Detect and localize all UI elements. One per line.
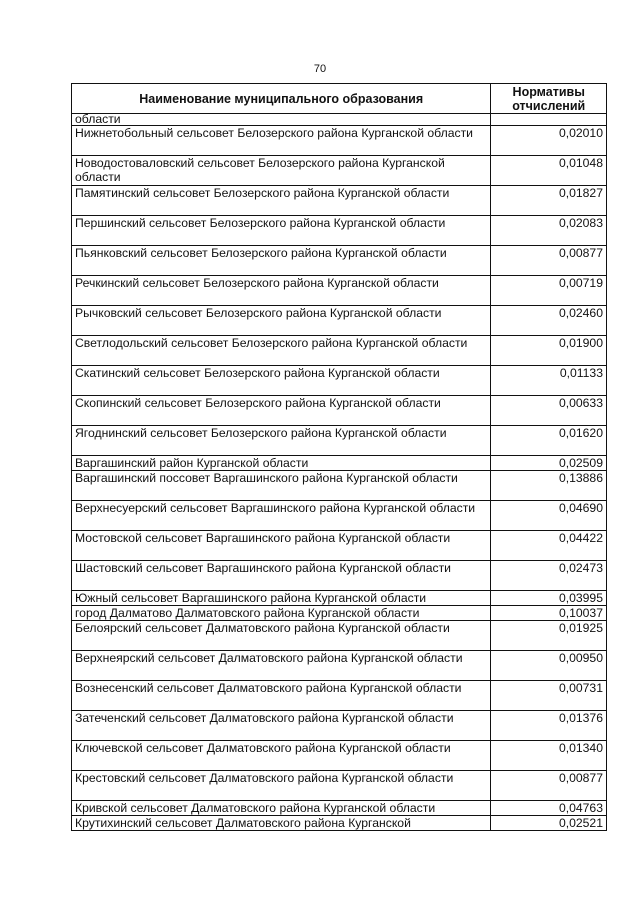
table-row — [72, 531, 607, 561]
norm-value: 0,13886 — [491, 471, 607, 501]
table-row — [72, 114, 607, 126]
municipality-name: Шастовский сельсовет Варгашинского района Курганской области — [72, 561, 491, 591]
norm-value: 0,01900 — [491, 336, 607, 366]
municipality-name: Скатинский сельсовет Белозерского района Курганской области — [72, 366, 491, 396]
municipality-name: Памятинский сельсовет Белозерского района Курганской области — [72, 186, 491, 216]
municipality-name: Ягоднинский сельсовет Белозерского района Курганской области — [72, 426, 491, 456]
table-row — [72, 771, 607, 801]
table-row — [72, 591, 607, 606]
municipality-name: Варгашинский район Курганской области — [72, 456, 491, 471]
table-row — [72, 426, 607, 456]
municipality-name: Скопинский сельсовет Белозерского района Курганской области — [72, 396, 491, 426]
table-body — [72, 114, 607, 831]
municipality-name: Ключевской сельсовет Далматовского района Курганской области — [72, 741, 491, 771]
table-row — [72, 126, 607, 156]
norm-value: 0,10037 — [491, 606, 607, 621]
municipality-name: Нижнетобольный сельсовет Белозерского района Курганской области — [72, 126, 491, 156]
norm-value: 0,02521 — [491, 816, 607, 831]
norm-value: 0,00633 — [491, 396, 607, 426]
table-row — [72, 801, 607, 816]
table-row — [72, 156, 607, 186]
norm-value: 0,02509 — [491, 456, 607, 471]
table-row — [72, 711, 607, 741]
municipality-name: Верхнеярский сельсовет Далматовского района Курганской области — [72, 651, 491, 681]
table-header-row — [72, 84, 607, 114]
municipality-name: Мостовской сельсовет Варгашинского района Курганской области — [72, 531, 491, 561]
header-name: Наименование муниципального образования — [72, 84, 491, 114]
norm-value: 0,00719 — [491, 276, 607, 306]
table-row — [72, 501, 607, 531]
municipality-name: Пьянковский сельсовет Белозерского района Курганской области — [72, 246, 491, 276]
norm-value: 0,04763 — [491, 801, 607, 816]
table-row — [72, 396, 607, 426]
norm-value: 0,02010 — [491, 126, 607, 156]
table-row — [72, 336, 607, 366]
page-number: 70 — [313, 63, 327, 75]
norm-value: 0,01376 — [491, 711, 607, 741]
municipality-name: Светлодольский сельсовет Белозерского района Курганской области — [72, 336, 491, 366]
norm-value: 0,00950 — [491, 651, 607, 681]
norm-value: 0,01340 — [491, 741, 607, 771]
municipality-name: Южный сельсовет Варгашинского района Курганской области — [72, 591, 491, 606]
table-row — [72, 306, 607, 336]
municipality-name: Речкинский сельсовет Белозерского района Курганской области — [72, 276, 491, 306]
table-row — [72, 651, 607, 681]
norm-value: 0,04690 — [491, 501, 607, 531]
norms-table — [71, 83, 607, 831]
norm-value: 0,02083 — [491, 216, 607, 246]
norm-value: 0,01620 — [491, 426, 607, 456]
table-row — [72, 276, 607, 306]
norm-value: 0,00877 — [491, 771, 607, 801]
norm-value: 0,01048 — [491, 156, 607, 186]
table-row — [72, 216, 607, 246]
table-row — [72, 186, 607, 216]
norm-value: 0,00731 — [491, 681, 607, 711]
municipality-name: Варгашинский поссовет Варгашинского района Курганской области — [72, 471, 491, 501]
municipality-name: области — [72, 114, 491, 126]
norm-value: 0,00877 — [491, 246, 607, 276]
table-row — [72, 366, 607, 396]
municipality-name: Вознесенский сельсовет Далматовского района Курганской области — [72, 681, 491, 711]
municipality-name: Кривской сельсовет Далматовского района Курганской области — [72, 801, 491, 816]
table-row — [72, 741, 607, 771]
municipality-name: Верхнесуерский сельсовет Варгашинского района Курганской области — [72, 501, 491, 531]
municipality-name: Крутихинский сельсовет Далматовского района Курганской — [72, 816, 491, 831]
norm-value: 0,01827 — [491, 186, 607, 216]
table-row — [72, 606, 607, 621]
norm-value: 0,03995 — [491, 591, 607, 606]
norm-value: 0,02473 — [491, 561, 607, 591]
municipality-name: Белоярский сельсовет Далматовского района Курганской области — [72, 621, 491, 651]
municipality-name: Затеченский сельсовет Далматовского района Курганской области — [72, 711, 491, 741]
norm-value: 0,01925 — [491, 621, 607, 651]
municipality-name: Першинский сельсовет Белозерского района Курганской области — [72, 216, 491, 246]
table-row — [72, 681, 607, 711]
table-row — [72, 816, 607, 831]
table-row — [72, 621, 607, 651]
norm-value: 0,02460 — [491, 306, 607, 336]
table-row — [72, 561, 607, 591]
norm-value — [491, 114, 607, 126]
table-row — [72, 246, 607, 276]
header-value: Нормативы отчислений — [491, 84, 607, 114]
norm-value: 0,04422 — [491, 531, 607, 561]
table-row — [72, 471, 607, 501]
norm-value: 0,01133 — [491, 366, 607, 396]
municipality-name: Крестовский сельсовет Далматовского района Курганской области — [72, 771, 491, 801]
municipality-name: Рычковский сельсовет Белозерского района Курганской области — [72, 306, 491, 336]
table-row — [72, 456, 607, 471]
municipality-name: город Далматово Далматовского района Курганской области — [72, 606, 491, 621]
municipality-name: Новодостоваловский сельсовет Белозерского района Курганской области — [72, 156, 491, 186]
